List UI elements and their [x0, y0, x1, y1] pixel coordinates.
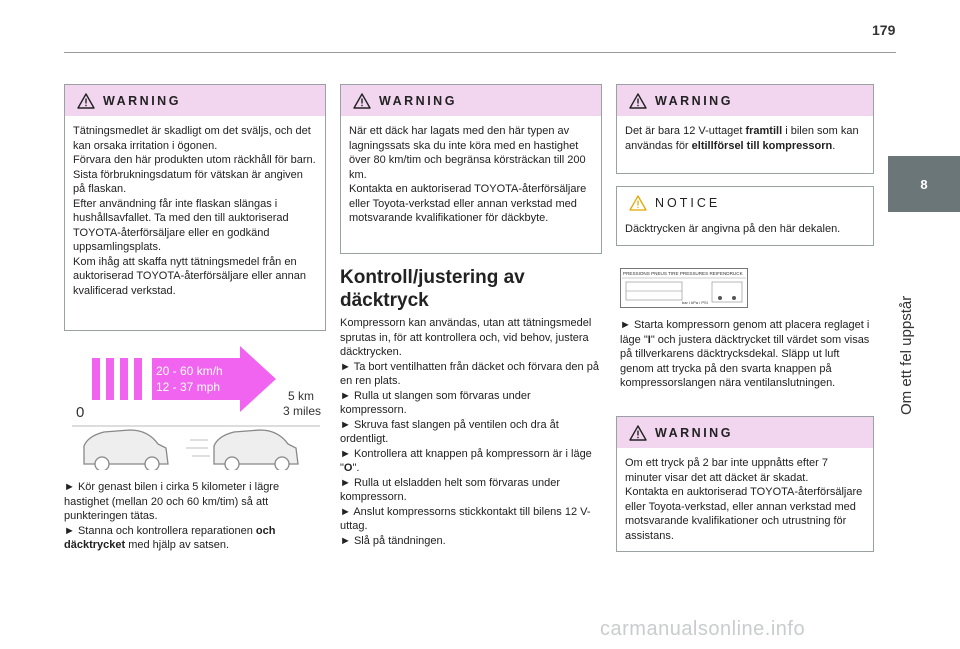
warning-box-speed-limit — [340, 84, 602, 254]
warning-box-power-socket — [616, 84, 874, 174]
step-unroll-cable: ► Rulla ut elsladden helt som förvaras under kompressorn. — [340, 476, 560, 503]
warning-header — [617, 85, 873, 116]
warning-text: Om ett tryck på 2 bar inte uppnåtts efter 7 minuter visar det att däcket är skadat. Kontakta en auktoriserad TOYOTA-återförsäljare eller Toyota-verkstad, eller annan verkstad med motsvarande kvalifikationer och utrustning för assistans. — [625, 457, 863, 542]
warning-triangle-icon — [629, 93, 647, 109]
step-connect-socket: ► Anslut kompressorns stickkontakt till bilens 12 V-uttag. — [340, 505, 591, 532]
car-left — [84, 430, 168, 470]
step-start-compressor: ► Starta kompressorn genom att placera reglaget i läge "I" och justera däcktrycket till värdet som visas på tillverkarens däcktrycksdekal. Släpp ut luft genom att trycka på den svarta knappen på kompressorslangen nära ventilanslutningen. — [620, 319, 870, 389]
col1-text — [64, 480, 326, 553]
header-divider — [64, 52, 896, 53]
watermark: carmanualsonline.info — [600, 618, 806, 640]
sticker-title: PRESSIONS PNEUS TIRE PRESSURES REIFENDRUCK — [623, 271, 743, 276]
speed-mph-label: 12 - 37 mph — [156, 380, 221, 394]
speed-kmh-label: 20 - 60 km/h — [156, 364, 223, 378]
warning-header — [341, 85, 601, 116]
distance-km-label: 5 km — [288, 389, 315, 403]
warning-triangle-icon — [77, 93, 95, 109]
distance-miles-label: 3 miles — [283, 404, 322, 418]
sticker-units: bar / kPa / PSI — [682, 300, 708, 305]
start-zero-label: 0 — [76, 404, 85, 421]
warning-header — [617, 417, 873, 448]
intro-text: Kompressorn kan användas, utan att tätningsmedel sprutas in, för att kontrollera och, vid behov, justera däcktrycken. — [340, 317, 592, 358]
notice-triangle-icon — [629, 195, 647, 211]
warning-label: WARNING — [103, 93, 181, 108]
section-heading: Kontroll/justering av däcktryck — [340, 267, 525, 311]
page-number: 179 — [872, 22, 896, 38]
notice-box — [616, 186, 874, 246]
warning-header — [65, 85, 325, 116]
warning-text: Det är bara 12 V-uttaget framtill i bilen som kan användas för eltillförsel till kompressorn. — [625, 125, 859, 152]
warning-text: Tätningsmedlet är skadligt om det sväljs, och det kan orsaka irritation i ögonen. Förvara den här produkten utom räckhåll för barn. Sista förbrukningsdatum för vätskan är angiven på flaskan. Efter användning får inte flaskan slängas i hushållsavfallet. Ta med den till auktoriserad TOYOTA-återförsäljare eller en godkänd uppsamlingsplats. Kom ihåg att skaffa nytt tätningsmedel från en auktoriserad TOYOTA-återförsäljare eller annan kvalificerad verkstad. — [73, 125, 316, 297]
step-check-switch: ► Kontrollera att knappen på kompressorn är i läge "O". — [340, 447, 592, 474]
step-drive: ► Kör genast bilen i cirka 5 kilometer i lägre hastighet (mellan 20 och 60 km/tim) så att punkteringen tätas. — [64, 481, 280, 522]
warning-label: WARNING — [379, 93, 457, 108]
notice-label: NOTICE — [655, 195, 721, 210]
warning-triangle-icon — [629, 425, 647, 441]
driving-after-repair-illustration — [64, 340, 326, 470]
warning-triangle-icon — [353, 93, 371, 109]
step-valve-cap: ► Ta bort ventilhatten från däcket och förvara den på en ren plats. — [340, 360, 599, 387]
notice-text: Däcktrycken är angivna på den här dekalen. — [625, 223, 841, 235]
warning-box-sealant — [64, 84, 326, 331]
warning-label: WARNING — [655, 93, 733, 108]
warning-box-pressure-time — [616, 416, 874, 552]
notice-header — [617, 187, 873, 218]
chapter-title: Om ett fel uppstår — [898, 295, 915, 415]
warning-label: WARNING — [655, 425, 733, 440]
chapter-number: 8 — [920, 176, 928, 192]
step-screw-hose: ► Skruva fast slangen på ventilen och dra åt ordentligt. — [340, 418, 559, 445]
col3-text — [620, 318, 874, 391]
tire-pressure-sticker — [620, 268, 748, 308]
step-ignition: ► Slå på tändningen. — [340, 534, 446, 547]
col2-text — [340, 316, 600, 548]
chapter-tab[interactable] — [888, 156, 960, 212]
car-right — [186, 430, 298, 470]
warning-text: När ett däck har lagats med den här typen av lagningssats ska du inte köra med en hastighet över 80 km/tim och begränsa körsträckan till 200 km. Kontakta en auktoriserad TOYOTA-återförsäljare eller Toyota-verkstad eller annan verkstad med motsvarande kvalifikationer för däckbyte. — [349, 125, 587, 224]
step-unroll-hose: ► Rulla ut slangen som förvaras under kompressorn. — [340, 389, 531, 416]
speed-banner — [92, 346, 276, 412]
step-check: ► Stanna och kontrollera reparationen och däcktrycket med hjälp av satsen. — [64, 524, 276, 551]
